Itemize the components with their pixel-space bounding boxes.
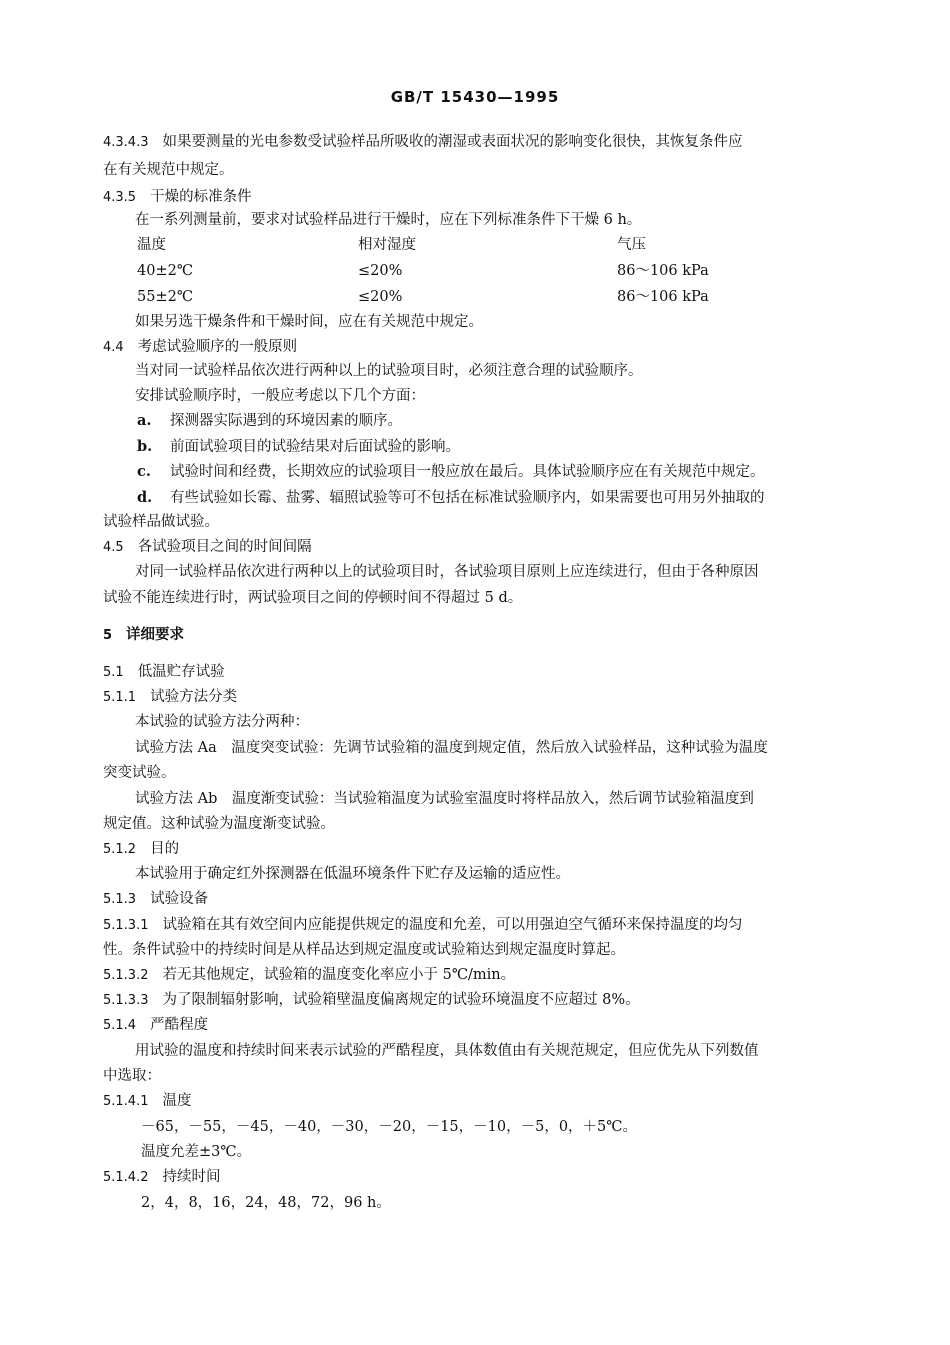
clause-number: 5.1.4 [103, 1018, 137, 1033]
table-cell: 86～106 kPa [617, 289, 709, 305]
clause-number: 5.1.3.3 [103, 993, 149, 1008]
clause-title: 考虑试验顺序的一般原则 [137, 339, 298, 355]
clause-5-1-4-2 [103, 1168, 220, 1187]
paragraph: 试验方法 Aa 温度突变试验：先调节试验箱的温度到规定值，然后放入试验样品，这种试验为温度 [135, 740, 768, 756]
list-marker: d. [137, 489, 153, 506]
section-number: 5 [103, 628, 113, 643]
list-text: 试验时间和经费，长期效应的试验项目一般应放在最后。具体试验顺序应在有关规范中规定。 [170, 464, 765, 480]
clause-4-5 [103, 538, 312, 557]
clause-text-cont: 在有关规范中规定。 [103, 162, 234, 178]
clause-number: 4.5 [103, 540, 124, 555]
clause-4-4 [103, 338, 297, 357]
clause-5-1-3-3 [103, 991, 640, 1010]
clause-5-1 [103, 663, 225, 682]
clause-title: 低温贮存试验 [137, 664, 225, 680]
clause-title: 严酷程度 [150, 1017, 209, 1033]
list-item [137, 463, 765, 481]
list-item [137, 412, 402, 430]
paragraph-cont: 突变试验。 [103, 765, 176, 781]
list-marker: a. [137, 412, 152, 429]
table-cell: 86～106 kPa [617, 263, 709, 279]
clause-number: 5.1.2 [103, 842, 137, 857]
paragraph: 对同一试验样品依次进行两种以上的试验项目时，各试验项目原则上应连续进行，但由于各种原因 [135, 564, 759, 580]
clause-4-3-5 [103, 188, 252, 207]
table-cell: ≤20% [358, 289, 403, 305]
clause-number: 5.1.3.1 [103, 918, 149, 933]
clause-number: 4.3.5 [103, 190, 137, 205]
clause-title: 试验方法分类 [150, 689, 238, 705]
list-text: 前面试验项目的试验结果对后面试验的影响。 [170, 439, 460, 455]
clause-text: 如果要测量的光电参数受试验样品所吸收的潮湿或表面状况的影响变化很快，其恢复条件应 [162, 134, 743, 150]
clause-5-1-3-2 [103, 966, 515, 985]
table-header-humidity: 相对湿度 [358, 237, 416, 253]
paragraph: 试验方法 Ab 温度渐变试验：当试验箱温度为试验室温度时将样品放入，然后调节试验箱温度到 [135, 791, 754, 807]
table-cell: ≤20% [358, 263, 403, 279]
clause-title: 温度 [162, 1093, 192, 1109]
temperature-tolerance: 温度允差±3℃。 [141, 1144, 252, 1160]
clause-text: 为了限制辐射影响，试验箱壁温度偏离规定的试验环境温度不应超过 8%。 [162, 992, 640, 1008]
clause-title: 目的 [150, 841, 180, 857]
table-header-pressure: 气压 [617, 237, 646, 253]
list-text: 有些试验如长霉、盐雾、辐照试验等可不包括在标准试验顺序内，如果需要也可用另外抽取的 [170, 490, 765, 506]
paragraph: 本试验的试验方法分两种： [135, 714, 309, 730]
section-title: 详细要求 [126, 626, 185, 643]
clause-title: 干燥的标准条件 [150, 189, 252, 205]
list-item [137, 489, 765, 507]
clause-number: 5.1.4.2 [103, 1170, 149, 1185]
section-5 [103, 626, 184, 645]
list-marker: c. [137, 463, 151, 480]
clause-5-1-3-1 [103, 916, 742, 935]
clause-number: 5.1.3 [103, 892, 137, 907]
clause-number: 5.1 [103, 665, 124, 680]
paragraph: 在一系列测量前，要求对试验样品进行干燥时，应在下列标准条件下干燥 6 h。 [135, 212, 642, 228]
clause-number: 4.3.4.3 [103, 135, 149, 150]
clause-4-3-4-3 [103, 133, 742, 152]
duration-values: 2，4，8，16，24，48，72，96 h。 [141, 1195, 391, 1211]
temperature-values: －65，－55，－45，－40，－30，－20，－15，－10，－5，0，＋5℃。 [141, 1119, 638, 1135]
clause-number: 5.1.4.1 [103, 1094, 149, 1109]
paragraph: 安排试验顺序时，一般应考虑以下几个方面： [135, 388, 425, 404]
list-item [137, 438, 460, 456]
clause-5-1-2 [103, 840, 179, 859]
clause-5-1-1 [103, 688, 237, 707]
list-marker: b. [137, 438, 153, 455]
clause-5-1-4-1 [103, 1092, 191, 1111]
paragraph-cont: 规定值。这种试验为温度渐变试验。 [103, 816, 335, 832]
clause-5-1-3 [103, 890, 208, 909]
list-text-cont: 试验样品做试验。 [103, 514, 219, 530]
table-cell: 40±2℃ [137, 263, 194, 279]
clause-text: 若无其他规定，试验箱的温度变化率应小于 5℃/min。 [162, 967, 516, 983]
page-header: GB/T 15430—1995 [390, 88, 560, 106]
paragraph: 如果另选干燥条件和干燥时间，应在有关规范中规定。 [135, 314, 483, 330]
paragraph: 用试验的温度和持续时间来表示试验的严酷程度，具体数值由有关规范规定，但应优先从下列数值 [135, 1043, 759, 1059]
paragraph: 本试验用于确定红外探测器在低温环境条件下贮存及运输的适应性。 [135, 866, 570, 882]
clause-title: 试验设备 [150, 891, 209, 907]
clause-title: 持续时间 [162, 1169, 221, 1185]
table-header-temp: 温度 [137, 237, 166, 253]
paragraph: 当对同一试验样品依次进行两种以上的试验项目时，必须注意合理的试验顺序。 [135, 363, 643, 379]
clause-number: 5.1.1 [103, 690, 137, 705]
paragraph-cont: 试验不能连续进行时，两试验项目之间的停顿时间不得超过 5 d。 [103, 590, 523, 606]
list-text: 探测器实际遇到的环境因素的顺序。 [170, 413, 402, 429]
clause-5-1-4 [103, 1016, 208, 1035]
clause-number: 5.1.3.2 [103, 968, 149, 983]
clause-text: 试验箱在其有效空间内应能提供规定的温度和允差，可以用强迫空气循环来保持温度的均匀 [162, 917, 743, 933]
clause-number: 4.4 [103, 340, 124, 355]
clause-title: 各试验项目之间的时间间隔 [137, 539, 312, 555]
table-cell: 55±2℃ [137, 289, 194, 305]
paragraph-cont: 中选取： [103, 1068, 161, 1084]
clause-text-cont: 性。条件试验中的持续时间是从样品达到规定温度或试验箱达到规定温度时算起。 [103, 942, 625, 958]
